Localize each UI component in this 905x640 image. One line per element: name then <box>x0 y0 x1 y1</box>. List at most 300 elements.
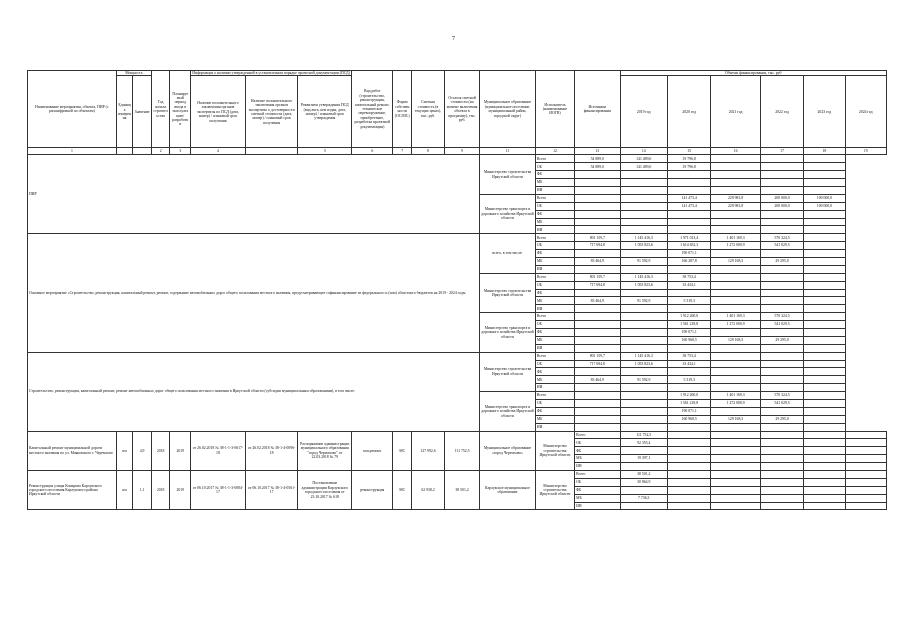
object-name: Реконструкция улицы Комарова Карлукского городского поселения Карлукского района Иркутской области <box>28 471 117 510</box>
value-cell <box>760 471 803 479</box>
source-cell: ОБ <box>535 202 574 210</box>
value-cell: 141 473,4 <box>667 202 710 210</box>
value-cell <box>667 171 710 179</box>
source-cell: Всего <box>535 234 574 242</box>
object-end-year: 2019 <box>170 431 191 470</box>
value-cell: 190 071,1 <box>667 250 710 258</box>
value-cell <box>804 186 845 194</box>
value-cell <box>804 179 845 187</box>
value-cell <box>711 455 761 463</box>
value-cell <box>667 423 710 431</box>
object-work-type: кап.ремонт <box>352 431 393 470</box>
value-cell <box>575 407 620 415</box>
value-cell <box>760 384 803 392</box>
header-year: 2019 год <box>620 76 667 148</box>
section-name: ПИР <box>28 155 480 234</box>
value-cell <box>667 226 710 234</box>
value-cell <box>575 202 620 210</box>
value-cell <box>804 384 845 392</box>
value-cell <box>804 297 845 305</box>
value-cell <box>711 155 761 163</box>
value-cell: 1 145 416,3 <box>620 352 667 360</box>
value-cell: 5 319,3 <box>667 297 710 305</box>
value-cell <box>804 392 845 400</box>
source-cell: МБ <box>575 494 620 502</box>
source-cell: ОБ <box>535 281 574 289</box>
source-cell: ИИ <box>535 226 574 234</box>
value-cell <box>760 289 803 297</box>
column-number: 4 <box>191 148 246 155</box>
value-cell <box>760 273 803 281</box>
header-year: 2023 год <box>804 76 845 148</box>
value-cell <box>667 447 710 455</box>
value-cell <box>711 281 761 289</box>
value-cell <box>804 486 845 494</box>
column-number: 6 <box>352 148 393 155</box>
value-cell <box>804 281 845 289</box>
object-municipality: Карлукское муниципальное образование <box>480 471 536 510</box>
value-cell: 83 464,9 <box>575 257 620 265</box>
value-cell: 1 912 260,0 <box>667 392 710 400</box>
value-cell <box>620 171 667 179</box>
value-cell <box>804 273 845 281</box>
value-cell <box>711 344 761 352</box>
value-cell <box>760 494 803 502</box>
value-cell <box>667 494 710 502</box>
value-cell <box>760 218 803 226</box>
value-cell: 1 912 260,0 <box>667 313 710 321</box>
value-cell: 33 434,1 <box>667 360 710 368</box>
column-number: 18 <box>804 148 845 155</box>
source-cell: ОБ <box>575 439 620 447</box>
header-name: Наименование мероприятия, объекта, ПИР (с расшифровкой по объектам) <box>28 71 117 148</box>
header-work-type: Вид работ (строительство, реконструкция, капитальный ремонт, техническое перевооружение, приобретение, разработка проектной документации) <box>352 71 393 148</box>
header-year: 2022 год <box>760 76 803 148</box>
value-cell: 29 295,0 <box>760 336 803 344</box>
value-cell: 83 464,9 <box>575 376 620 384</box>
value-cell <box>667 210 710 218</box>
source-cell: ФБ <box>535 407 574 415</box>
value-cell: 160 968,5 <box>667 415 710 423</box>
value-cell <box>575 392 620 400</box>
value-cell <box>804 171 845 179</box>
value-cell: 19 796,8 <box>667 155 710 163</box>
source-cell: ОБ <box>535 360 574 368</box>
value-cell <box>760 360 803 368</box>
value-cell: 7 736,3 <box>620 494 667 502</box>
value-cell <box>620 502 667 510</box>
column-number: 16 <box>711 148 761 155</box>
source-cell: МБ <box>535 336 574 344</box>
value-cell <box>711 486 761 494</box>
value-cell: 1 145 416,3 <box>620 234 667 242</box>
value-cell <box>845 478 886 486</box>
executor-cell: Министерство строительства Иркутской области <box>535 471 574 510</box>
value-cell <box>760 226 803 234</box>
value-cell <box>620 179 667 187</box>
value-cell <box>667 344 710 352</box>
header-year: 2020 год <box>667 76 710 148</box>
header-psd-approval: Реквизиты утверждения ПСД (вид акта, кем издан, дата, номер) / плановый срок утверждения <box>298 76 352 148</box>
source-cell: ФБ <box>535 368 574 376</box>
value-cell <box>760 447 803 455</box>
object-psd-cost: от 06.10.2017 № 38-1-4-0561-17 <box>245 471 298 510</box>
value-cell: 19 796,8 <box>667 163 710 171</box>
value-cell <box>804 329 845 337</box>
value-cell: 92 355,4 <box>620 439 667 447</box>
object-balance: 38 501,2 <box>445 471 480 510</box>
object-end-year: 2019 <box>170 471 191 510</box>
value-cell <box>620 415 667 423</box>
value-cell: 1 053 823,6 <box>620 360 667 368</box>
object-start-year: 2018 <box>151 431 170 470</box>
object-balance: 111 752,5 <box>445 431 480 470</box>
value-cell <box>804 218 845 226</box>
value-cell: 19 397,1 <box>620 455 667 463</box>
value-cell <box>711 463 761 471</box>
column-number <box>245 148 298 155</box>
value-cell <box>760 352 803 360</box>
value-cell <box>711 352 761 360</box>
value-cell: 160 968,5 <box>667 336 710 344</box>
header-funding: Объемы финансирования, тыс. руб <box>620 71 887 76</box>
executor-cell: Министерство строительства Иркутской области <box>480 352 536 391</box>
header-unit: Единица измерения <box>116 76 133 148</box>
value-cell <box>711 163 761 171</box>
value-cell <box>804 242 845 250</box>
value-cell: 29 295,0 <box>760 257 803 265</box>
value-cell <box>760 155 803 163</box>
source-cell: ОБ <box>535 321 574 329</box>
value-cell <box>760 407 803 415</box>
value-cell <box>760 423 803 431</box>
value-cell: 141 489,0 <box>620 155 667 163</box>
value-cell <box>804 447 845 455</box>
value-cell <box>711 431 761 439</box>
header-psd-positive: Наличие положительного заключения органов экспертизы по ПСД (дата, номер) / плановый срок получения <box>191 76 246 148</box>
value-cell <box>845 431 886 439</box>
source-cell: ФБ <box>575 486 620 494</box>
value-cell <box>620 400 667 408</box>
object-municipality: Муниципальное образование «город Черемхово» <box>480 431 536 470</box>
value-cell <box>620 463 667 471</box>
value-cell: 190 071,1 <box>667 329 710 337</box>
source-cell: ОБ <box>575 478 620 486</box>
value-cell: 717 694,8 <box>575 360 620 368</box>
object-psd-approval: Распоряжение администрации муниципального образования "город Черемхово" от 22.03.2018 № 79 <box>298 431 352 470</box>
value-cell <box>804 265 845 273</box>
source-cell: ИИ <box>535 384 574 392</box>
value-cell <box>575 210 620 218</box>
column-number: 9 <box>445 148 480 155</box>
value-cell <box>667 368 710 376</box>
value-cell <box>711 305 761 313</box>
value-cell <box>845 455 886 463</box>
value-cell <box>845 494 886 502</box>
source-cell: Всего <box>535 194 574 202</box>
value-cell: 1 145 416,3 <box>620 273 667 281</box>
value-cell <box>711 289 761 297</box>
value-cell: 33 434,1 <box>667 281 710 289</box>
object-name: Капитальный ремонт муниципальной дороги местного значения по ул. Маяковского г. Черемхово <box>28 431 117 470</box>
value-cell <box>575 336 620 344</box>
value-cell <box>804 400 845 408</box>
value-cell: 38 753,4 <box>667 352 710 360</box>
source-cell: МБ <box>535 415 574 423</box>
value-cell: 5 319,3 <box>667 376 710 384</box>
value-cell <box>760 297 803 305</box>
value-cell <box>760 210 803 218</box>
value-cell: 1 053 823,6 <box>620 242 667 250</box>
table-row <box>28 234 887 242</box>
value-cell <box>575 218 620 226</box>
value-cell: 229 981,8 <box>711 194 761 202</box>
source-cell: Всего <box>575 431 620 439</box>
value-cell <box>711 376 761 384</box>
value-cell <box>575 400 620 408</box>
source-cell: ОБ <box>535 242 574 250</box>
header-value: Значение <box>133 76 152 148</box>
source-cell: ИИ <box>535 344 574 352</box>
value-cell: 111 752,5 <box>620 431 667 439</box>
table-row <box>28 471 887 479</box>
value-cell <box>711 273 761 281</box>
object-psd-cost: от 26.02.2018 № 38-1-4-0096-18 <box>245 431 298 470</box>
value-cell: 1 401 169,3 <box>711 313 761 321</box>
source-cell: МБ <box>535 376 574 384</box>
value-cell: 54 889,0 <box>575 163 620 171</box>
value-cell <box>760 171 803 179</box>
value-cell: 801 159,7 <box>575 352 620 360</box>
object-unit: км <box>116 471 133 510</box>
source-cell: ФБ <box>535 289 574 297</box>
executor-cell: Министерство строительства Иркутской области <box>535 431 574 470</box>
value-cell <box>711 478 761 486</box>
source-cell: Всего <box>535 155 574 163</box>
header-municipality: Муниципальное образование (муниципальное поселение, муниципальный район, городской округ) <box>480 71 536 148</box>
value-cell <box>575 179 620 187</box>
value-cell <box>667 439 710 447</box>
value-cell <box>711 265 761 273</box>
executor-cell: Министерство транспорта и дорожного хозяйства Иркутской области <box>480 392 536 431</box>
value-cell <box>760 455 803 463</box>
value-cell <box>667 431 710 439</box>
value-cell: 541 029,5 <box>760 400 803 408</box>
value-cell: 1 053 823,6 <box>620 281 667 289</box>
object-value: 4,9 <box>133 431 152 470</box>
source-cell: ИИ <box>535 265 574 273</box>
value-cell <box>760 486 803 494</box>
value-cell <box>667 289 710 297</box>
value-cell <box>620 210 667 218</box>
source-cell: МБ <box>535 179 574 187</box>
value-cell <box>667 305 710 313</box>
value-cell <box>760 463 803 471</box>
value-cell <box>760 281 803 289</box>
value-cell <box>575 226 620 234</box>
value-cell <box>760 163 803 171</box>
source-cell: ИИ <box>535 186 574 194</box>
value-cell <box>575 329 620 337</box>
value-cell <box>804 471 845 479</box>
column-number: 2 <box>151 148 170 155</box>
value-cell <box>804 321 845 329</box>
value-cell <box>804 415 845 423</box>
value-cell <box>575 250 620 258</box>
source-cell: МБ <box>535 257 574 265</box>
object-unit: км <box>116 431 133 470</box>
source-cell: МБ <box>535 297 574 305</box>
value-cell: 83 464,9 <box>575 297 620 305</box>
value-cell <box>667 502 710 510</box>
value-cell <box>804 352 845 360</box>
header-estimate: Сметная стоимость (в текущих ценах), тыс. руб. <box>411 71 444 148</box>
value-cell: 570 324,5 <box>760 234 803 242</box>
value-cell <box>711 384 761 392</box>
value-cell <box>711 210 761 218</box>
value-cell: 1 401 169,3 <box>711 392 761 400</box>
header-year: 2021 год <box>711 76 761 148</box>
value-cell <box>804 344 845 352</box>
value-cell: 29 295,0 <box>760 415 803 423</box>
column-number: 12 <box>535 148 574 155</box>
value-cell: 190 071,1 <box>667 407 710 415</box>
value-cell <box>575 289 620 297</box>
value-cell <box>711 329 761 337</box>
section-name: Строительство, реконструкция, капитальный ремонт, ремонт автомобильных дорог общего пользования местного значения в Иркутской области (субсидии муниципальным образованиям), в том числе: <box>28 352 480 431</box>
value-cell: 1 971 013,4 <box>667 234 710 242</box>
page-number: 7 <box>452 36 455 42</box>
value-cell: 1 561 218,8 <box>667 400 710 408</box>
value-cell <box>620 384 667 392</box>
value-cell <box>620 250 667 258</box>
value-cell: 1 272 000,9 <box>711 321 761 329</box>
value-cell <box>575 415 620 423</box>
value-cell <box>760 439 803 447</box>
value-cell <box>667 218 710 226</box>
value-cell <box>760 186 803 194</box>
table-row <box>28 352 887 360</box>
value-cell: 570 324,5 <box>760 313 803 321</box>
value-cell <box>667 478 710 486</box>
value-cell <box>575 368 620 376</box>
column-number: 8 <box>411 148 444 155</box>
header-end-year: Планируемый период ввода в эксплуатацию/разработки <box>170 71 191 148</box>
value-cell: 717 694,8 <box>575 242 620 250</box>
object-psd-positive: от 26.02.2018 № 38-1-1-3-0617-18 <box>191 431 246 470</box>
value-cell <box>620 226 667 234</box>
value-cell <box>575 171 620 179</box>
value-cell <box>760 344 803 352</box>
value-cell <box>667 186 710 194</box>
value-cell: 54 889,0 <box>575 155 620 163</box>
value-cell <box>760 305 803 313</box>
value-cell <box>845 447 886 455</box>
value-cell <box>711 407 761 415</box>
value-cell <box>620 218 667 226</box>
table-row <box>28 431 887 439</box>
value-cell <box>667 486 710 494</box>
source-cell: ИИ <box>575 502 620 510</box>
header-year: 2024 год <box>845 76 886 148</box>
value-cell <box>760 376 803 384</box>
value-cell <box>804 289 845 297</box>
value-cell <box>760 431 803 439</box>
header-executor: Исполнитель (наименование ИОГВ) <box>535 71 574 148</box>
program-table <box>27 70 887 510</box>
value-cell <box>620 186 667 194</box>
value-cell <box>575 384 620 392</box>
value-cell <box>620 265 667 273</box>
value-cell <box>760 250 803 258</box>
value-cell: 38 501,2 <box>620 471 667 479</box>
value-cell <box>804 305 845 313</box>
source-cell: Всего <box>575 471 620 479</box>
value-cell <box>667 384 710 392</box>
object-start-year: 2018 <box>151 471 170 510</box>
value-cell <box>804 502 845 510</box>
source-cell: МБ <box>575 455 620 463</box>
value-cell <box>845 471 886 479</box>
value-cell <box>804 368 845 376</box>
value-cell: 91 592,9 <box>620 297 667 305</box>
value-cell <box>711 171 761 179</box>
value-cell <box>575 344 620 352</box>
value-cell: 717 694,8 <box>575 281 620 289</box>
value-cell <box>620 368 667 376</box>
value-cell <box>760 265 803 273</box>
value-cell <box>760 179 803 187</box>
source-cell: ИИ <box>535 305 574 313</box>
value-cell <box>667 179 710 187</box>
value-cell <box>620 344 667 352</box>
header-capacity: Мощность <box>116 71 151 76</box>
source-cell: Всего <box>535 392 574 400</box>
value-cell: 229 981,8 <box>711 202 761 210</box>
value-cell <box>804 494 845 502</box>
source-cell: ФБ <box>575 447 620 455</box>
column-number: 17 <box>760 148 803 155</box>
value-cell <box>711 447 761 455</box>
column-number: 5 <box>298 148 352 155</box>
column-number <box>116 148 133 155</box>
value-cell: 1 401 169,3 <box>711 234 761 242</box>
value-cell: 200 000,0 <box>760 202 803 210</box>
value-cell <box>620 321 667 329</box>
object-value: 1,1 <box>133 471 152 510</box>
value-cell: 141 473,4 <box>667 194 710 202</box>
value-cell <box>711 368 761 376</box>
value-cell: 1 272 000,9 <box>711 400 761 408</box>
executor-cell: Министерство транспорта и дорожного хозяйства Иркутской области <box>480 313 536 352</box>
value-cell: 1 614 652,3 <box>667 242 710 250</box>
executor-cell: Министерство транспорта и дорожного хозяйства Иркутской области <box>480 194 536 233</box>
value-cell <box>845 439 886 447</box>
object-estimate: 62 938,2 <box>411 471 444 510</box>
value-cell: 100 000,0 <box>804 202 845 210</box>
source-cell: ИИ <box>535 423 574 431</box>
value-cell <box>620 392 667 400</box>
value-cell <box>575 194 620 202</box>
value-cell: 1 272 000,9 <box>711 242 761 250</box>
value-cell <box>711 502 761 510</box>
object-ownership: МС <box>393 431 412 470</box>
value-cell <box>667 463 710 471</box>
value-cell <box>620 423 667 431</box>
column-number: 1 <box>28 148 117 155</box>
value-cell <box>760 368 803 376</box>
object-work-type: реконструкция <box>352 471 393 510</box>
